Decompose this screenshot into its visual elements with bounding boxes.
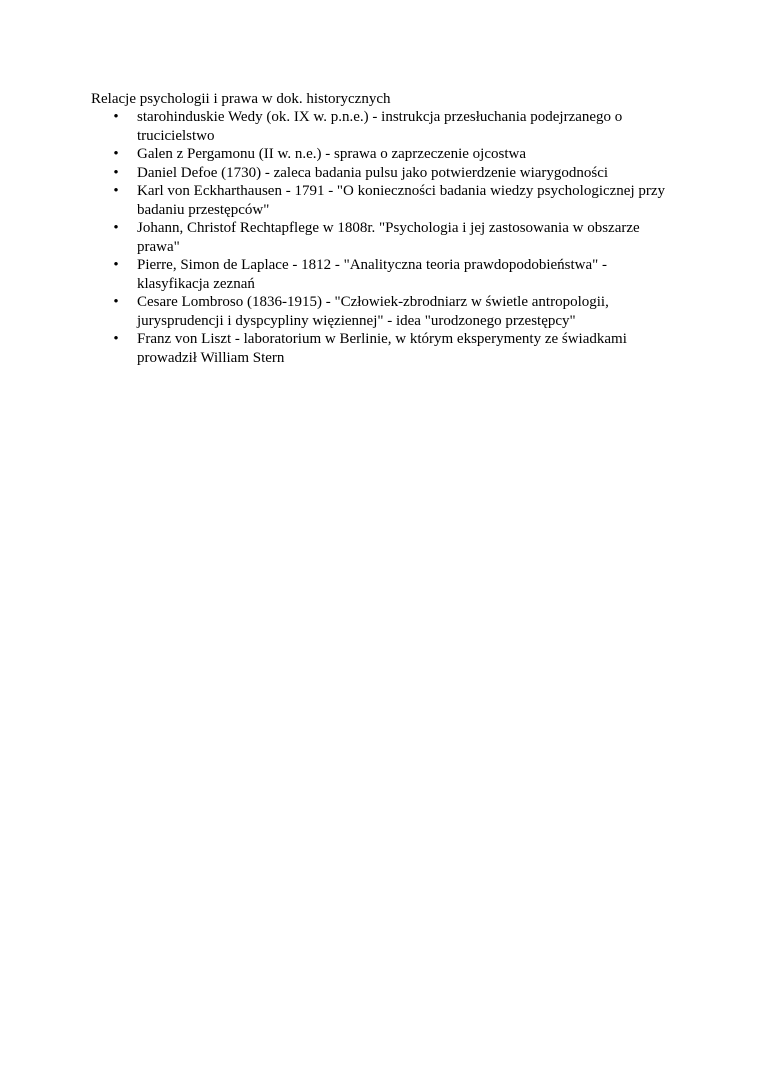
bullet-icon: • xyxy=(113,183,119,199)
document-body xyxy=(91,90,666,367)
list-item-text: Daniel Defoe (1730) - zaleca badania pulsu jako potwierdzenie wiarygodności xyxy=(137,164,609,181)
bullet-icon: • xyxy=(113,257,119,273)
bullet-icon: • xyxy=(113,109,119,125)
bullet-list xyxy=(91,108,666,367)
list-item xyxy=(91,108,666,145)
list-item-text: Johann, Christof Rechtapflege w 1808r. "Psychologia i jej zastosowania w obszarze prawa" xyxy=(137,220,640,255)
list-item-text: Franz von Liszt - laboratorium w Berlinie, w którym eksperymenty ze świadkami prowadził William Stern xyxy=(137,331,627,366)
list-item-text: Cesare Lombroso (1836-1915) - "Człowiek-zbrodniarz w świetle antropologii, jurysprudencji i dyspcypliny więziennej" - idea "urodzonego przestępcy" xyxy=(137,294,609,329)
bullet-icon: • xyxy=(113,164,119,181)
list-item-text: Karl von Eckharthausen - 1791 - "O konieczności badania wiedzy psychologicznej przy badaniu przestępców" xyxy=(137,183,666,218)
list-item xyxy=(91,164,666,183)
list-item xyxy=(91,182,666,219)
list-item xyxy=(91,330,666,367)
list-item-text: Pierre, Simon de Laplace - 1812 - "Analityczna teoria prawdopodobieństwa" - klasyfikacja zeznań xyxy=(137,257,608,292)
list-item xyxy=(91,293,666,330)
section-heading: Relacje psychologii i prawa w dok. historycznych xyxy=(91,91,391,107)
bullet-icon: • xyxy=(113,331,119,347)
bullet-icon: • xyxy=(113,220,119,236)
bullet-icon: • xyxy=(113,294,119,310)
list-item xyxy=(91,219,666,256)
list-item xyxy=(91,256,666,293)
bullet-icon: • xyxy=(113,146,119,162)
list-item xyxy=(91,145,666,164)
list-item-text: Galen z Pergamonu (II w. n.e.) - sprawa o zaprzeczenie ojcostwa xyxy=(137,146,526,162)
list-item-text: starohinduskie Wedy (ok. IX w. p.n.e.) - instrukcja przesłuchania podejrzanego o trucicielstwo xyxy=(137,109,623,144)
